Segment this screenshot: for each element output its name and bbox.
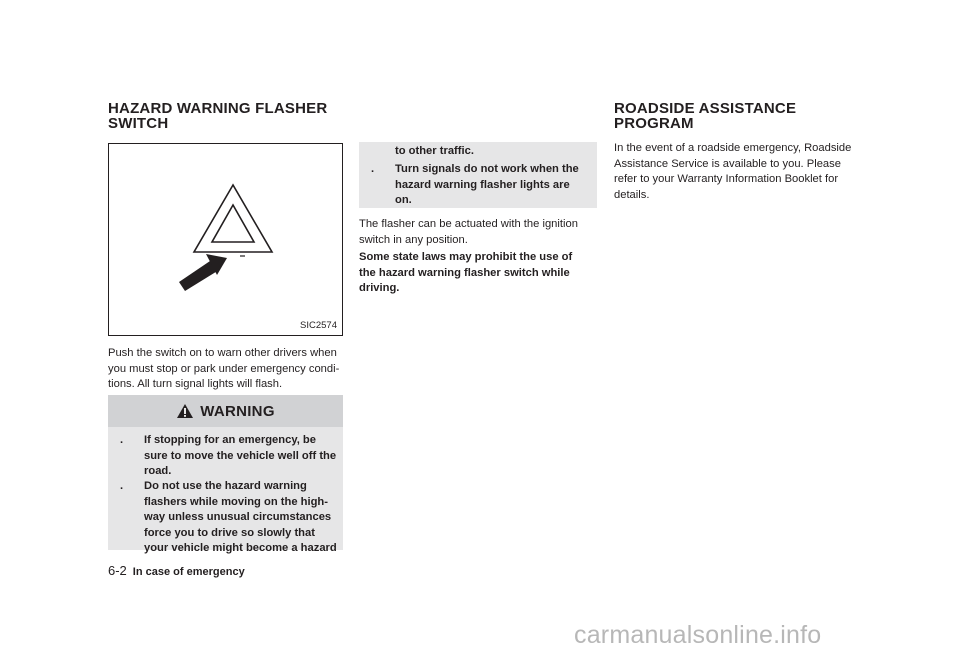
warning-triangle-icon bbox=[176, 403, 194, 419]
heading-line: PROGRAM bbox=[614, 115, 694, 132]
page-footer bbox=[108, 563, 245, 578]
text-line: If stopping for an emergency, be bbox=[144, 434, 316, 446]
hazard-switch-figure bbox=[108, 143, 343, 336]
text-line: details. bbox=[614, 188, 650, 201]
warning-title-bar bbox=[108, 395, 343, 427]
intro-paragraph bbox=[108, 346, 343, 393]
text-line: In the event of a roadside emergency, Roadside bbox=[614, 142, 852, 154]
text-line: your vehicle might become a hazard bbox=[144, 542, 337, 555]
roadside-paragraph bbox=[614, 141, 852, 203]
warning-continued-box bbox=[359, 142, 597, 208]
watermark: carmanualsonline.info bbox=[574, 621, 822, 649]
press-arrow-icon bbox=[179, 254, 227, 291]
text-line: road. bbox=[144, 465, 172, 478]
text-line: tions. All turn signal lights will flash. bbox=[108, 378, 283, 391]
text-line: Assistance Service is available to you. Please bbox=[614, 157, 841, 170]
text-line: the hazard warning flasher switch while bbox=[359, 266, 570, 279]
state-laws-paragraph bbox=[359, 250, 597, 297]
text-line: to other traffic. bbox=[395, 145, 474, 157]
hazard-switch-illustration bbox=[109, 144, 342, 335]
section-heading-hazard bbox=[108, 101, 327, 131]
warning-continued-line bbox=[395, 144, 590, 160]
text-line: way unless unusual circumstances bbox=[144, 511, 332, 524]
text-line: on. bbox=[395, 194, 412, 207]
text-line: driving. bbox=[359, 282, 400, 295]
text-line: force you to drive so slowly that bbox=[144, 526, 315, 539]
bullet: . bbox=[120, 434, 124, 446]
text-line: sure to move the vehicle well off the bbox=[144, 449, 337, 462]
heading-line: HAZARD WARNING FLASHER bbox=[108, 100, 328, 117]
section-heading-roadside bbox=[614, 101, 796, 131]
warning-box bbox=[108, 395, 343, 555]
figure-code: SIC2574 bbox=[300, 320, 337, 331]
text-line: flashers while moving on the high- bbox=[144, 495, 328, 508]
text-line: Turn signals do not work when the bbox=[395, 163, 579, 175]
heading-line: SWITCH bbox=[108, 115, 169, 132]
text-line: The flasher can be actuated with the ignition bbox=[359, 218, 578, 230]
text-line: refer to your Warranty Information Booklet for bbox=[614, 173, 839, 186]
text-line: you must stop or park under emergency condi- bbox=[108, 362, 340, 375]
text-line: Do not use the hazard warning bbox=[144, 480, 307, 492]
bullet: . bbox=[120, 480, 124, 492]
bullet: . bbox=[371, 163, 375, 175]
flasher-paragraph bbox=[359, 217, 597, 248]
heading-line: ROADSIDE ASSISTANCE bbox=[614, 100, 797, 117]
warning-title: WARNING bbox=[200, 402, 275, 420]
text-line: hazard warning flasher lights are bbox=[395, 178, 570, 191]
page-number: 6-2 bbox=[108, 563, 127, 578]
footer-section-title: In case of emergency bbox=[132, 566, 245, 578]
text-line: Some state laws may prohibit the use of bbox=[359, 251, 573, 263]
text-line: switch in any position. bbox=[359, 233, 468, 246]
text-line: Push the switch on to warn other drivers when bbox=[108, 347, 337, 359]
